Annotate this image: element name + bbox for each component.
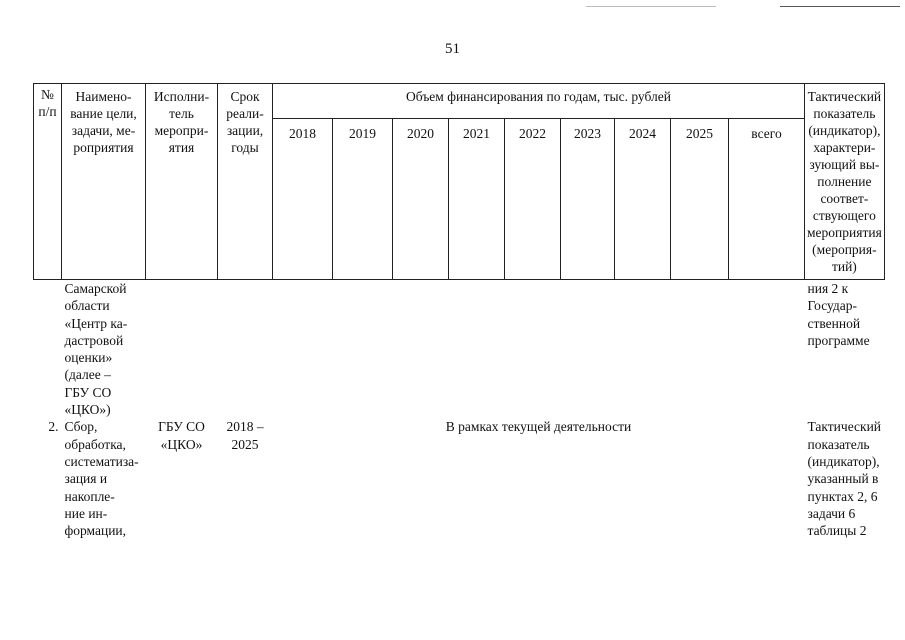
header-row: [34, 84, 885, 119]
header-name: Наимено- вание цели, задачи, ме- роприятия: [62, 84, 146, 280]
header-executor: Исполни- тель меропри- ятия: [146, 84, 218, 280]
row-num: 2.: [48, 419, 59, 435]
page-number: 51: [445, 41, 460, 57]
row-funding-note: [273, 280, 805, 419]
table-row: [34, 280, 885, 419]
row-name: Сбор, обработка, систематиза- зация и накопле- ние ин- формации,: [64, 419, 139, 539]
header-year-total: всего: [729, 119, 805, 280]
row-indicator: Тактический показатель (индикатор), указанный в пунктах 2, 6 задачи 6 таблицы 2: [807, 419, 882, 539]
row-term: [218, 280, 273, 419]
row-name: Самарской области «Центр ка- дастровой оценки» (далее – ГБУ СО «ЦКО»): [64, 281, 128, 418]
row-funding-note: В рамках текущей деятельности: [445, 419, 632, 435]
table-row: [34, 418, 885, 539]
row-term: 2018 – 2025: [226, 419, 264, 452]
scan-artifact-line: [586, 6, 716, 7]
header-year-2021: 2021: [449, 119, 505, 280]
header-year-2019: 2019: [333, 119, 393, 280]
header-year-2023: 2023: [561, 119, 615, 280]
row-executor: ГБУ СО «ЦКО»: [158, 419, 205, 452]
row-executor: [146, 280, 218, 419]
header-indicator: Тактический показатель (индикатор), характери- зующий вы- полнение соответ- ствующего мероприятия (мероприя- тий): [805, 84, 885, 280]
header-year-2024: 2024: [615, 119, 671, 280]
header-year-2018: 2018: [273, 119, 333, 280]
scan-artifact-line: [780, 6, 900, 7]
row-num: [34, 280, 62, 419]
header-term: Срок реали- зации, годы: [218, 84, 273, 280]
header-year-2020: 2020: [393, 119, 449, 280]
header-year-2022: 2022: [505, 119, 561, 280]
header-num: № п/п: [34, 84, 62, 280]
row-indicator: ния 2 к Государ- ственной программе: [807, 281, 870, 348]
header-funding: Объем финансирования по годам, тыс. рублей: [273, 84, 805, 119]
header-year-2025: 2025: [671, 119, 729, 280]
funding-table: [33, 83, 885, 539]
